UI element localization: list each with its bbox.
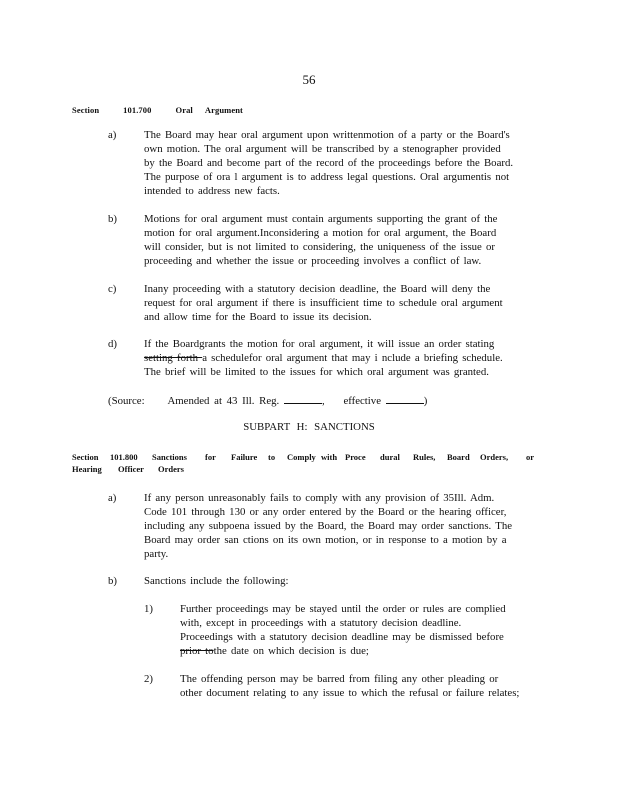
section-label: Section bbox=[72, 105, 100, 115]
paragraph-label: b) bbox=[108, 575, 117, 587]
paragraph-line: If the Boardgrants the motion for oral argument, it will issue an order stating bbox=[144, 338, 495, 350]
paragraph-line: The brief will be limited to the issues for which oral argument was granted. bbox=[144, 366, 489, 378]
paragraph-text bbox=[144, 337, 529, 379]
subitem-text: The offending person may be barred from filing any other pleading or other document relating to any issue to which the refusal or failure relates; bbox=[180, 673, 520, 699]
paragraph-line bbox=[144, 351, 529, 365]
paragraph-text: The Board may hear oral argument upon writtenmotion of a party or the Board's own motion. The oral argument will be transcribed by a stenographer provided by the Board and become part of the record of the proceedings before the Board. The purpose of ora l argument is to address legal questions. Oral argumentis not intended to address new facts. bbox=[144, 129, 514, 197]
paragraph-label: a) bbox=[108, 129, 117, 141]
section-heading-word: Officer bbox=[118, 464, 144, 474]
section-heading-word: Failure bbox=[231, 452, 258, 462]
paragraph-label: b) bbox=[108, 213, 117, 225]
inserted-text: the date on which decision is due; bbox=[213, 645, 369, 657]
section-heading-word: Board bbox=[447, 452, 470, 462]
page-number: 56 bbox=[302, 72, 316, 87]
paragraph-text: Sanctions include the following: bbox=[144, 575, 289, 587]
struck-text: setting forth bbox=[144, 352, 203, 364]
paragraph-label: d) bbox=[108, 338, 117, 350]
paragraph-text: Inany proceeding with a statutory decision deadline, the Board will deny the request for oral argument if there is insufficient time to schedule oral argument and allow time for the Board to issue its decision. bbox=[144, 283, 503, 323]
source-open: (Source: bbox=[108, 395, 145, 407]
source-effective: effective bbox=[343, 395, 381, 407]
struck-text: prior to bbox=[180, 645, 214, 657]
subitem-line: Further proceedings may be stayed until the order or rules are complied bbox=[180, 603, 506, 615]
section-heading-word: to bbox=[268, 452, 276, 462]
section-heading-word: Proce bbox=[345, 452, 366, 462]
inserted-text: a schedulefor oral argument that may i nclude a briefing schedule. bbox=[202, 352, 503, 364]
blank-line bbox=[284, 393, 322, 404]
source-close: ) bbox=[423, 395, 428, 407]
subpart-heading: SUBPART H: SANCTIONS bbox=[243, 421, 375, 433]
section-heading-101-700 bbox=[72, 105, 243, 115]
source-amended: Amended at 43 Ill. Reg. bbox=[167, 395, 280, 407]
section-heading-word: Orders bbox=[158, 464, 184, 474]
subitem-line: Proceedings with a statutory decision deadline may be dismissed before bbox=[180, 631, 504, 643]
section-title-word: Oral bbox=[175, 105, 193, 115]
section-number: 101.700 bbox=[123, 105, 152, 115]
section-title-word: Argument bbox=[204, 105, 243, 115]
section-heading-word: Hearing bbox=[72, 464, 102, 474]
subitem-line bbox=[180, 644, 528, 658]
source-note: (Source: Amended at 43 Ill. Reg. , effective ) bbox=[108, 395, 428, 407]
section-heading-word: 101.800 bbox=[110, 452, 138, 462]
subitem-label: 1) bbox=[144, 603, 153, 615]
paragraph-text: Motions for oral argument must contain arguments supporting the grant of the motion for oral argument.Inconsidering a motion for oral argument, the Board will consider, but is not limited to considering, the uniqueness of the issue or proceeding and whether the issue or proceeding involves a conflict of law. bbox=[144, 213, 498, 267]
subitem-label: 2) bbox=[144, 673, 153, 685]
section-heading-word: with bbox=[321, 452, 338, 462]
subitem-line: with, except in proceedings with a statutory decision deadline. bbox=[180, 617, 462, 629]
section-heading-word: Section bbox=[72, 452, 99, 462]
subitem-text bbox=[180, 602, 528, 658]
section-heading-word: dural bbox=[380, 452, 400, 462]
section-heading-word: Sanctions bbox=[152, 452, 187, 462]
paragraph-text: If any person unreasonably fails to comply with any provision of 35Ill. Adm. Code 101 through 130 or any order entered by the Board or the hearing officer, including any subpoena issued by the Board, the Board may order sanctions. The Board may order san ctions on its own motion, or in response to a motion by a party. bbox=[144, 492, 513, 560]
blank-line bbox=[386, 393, 424, 404]
section-heading-word: for bbox=[205, 452, 216, 462]
section-heading-word: or bbox=[526, 452, 535, 462]
paragraph-label: c) bbox=[108, 283, 117, 295]
paragraph-label: a) bbox=[108, 492, 117, 504]
section-heading-word: Orders, bbox=[480, 452, 509, 462]
section-heading-word: Comply bbox=[287, 452, 316, 462]
section-heading-word: Rules, bbox=[413, 452, 436, 462]
